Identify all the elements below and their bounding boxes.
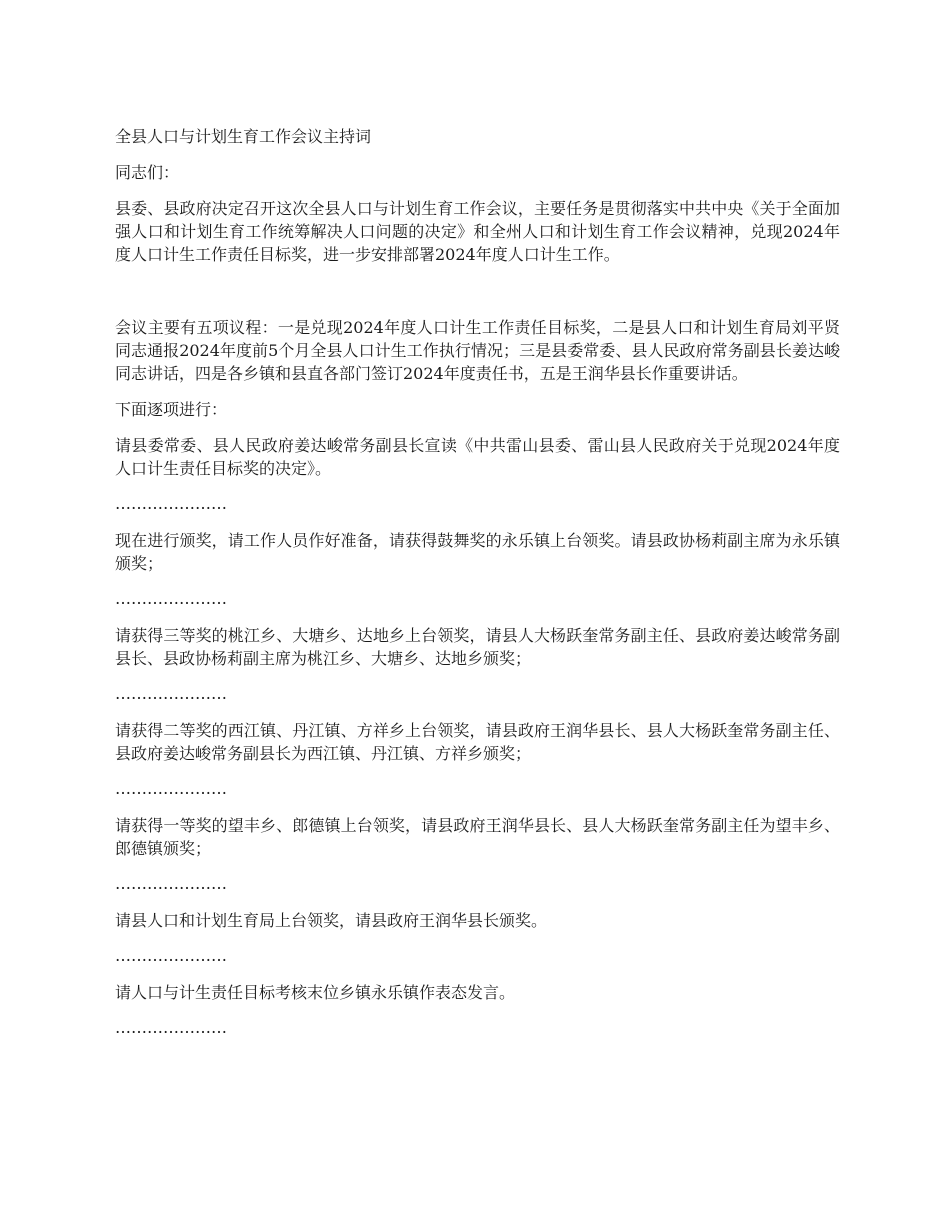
ellipsis-separator: ………………… [115, 494, 227, 513]
paragraph-first-prize: 请获得一等奖的望丰乡、郎德镇上台领奖，请县政府王润华县长、县人大杨跃奎常务副主任为望丰乡、郎德镇颁奖； [115, 816, 840, 858]
ellipsis-separator: ………………… [115, 589, 227, 608]
paragraph-encouragement-award: 现在进行颁奖，请工作人员作好准备，请获得鼓舞奖的永乐镇上台领奖。请县政协杨莉副主席为永乐镇颁奖； [115, 531, 840, 573]
paragraph-reading: 请县委常委、县人民政府姜达峻常务副县长宣读《中共雷山县委、雷山县人民政府关于兑现2024年度人口计生责任目标奖的决定》。 [115, 436, 840, 478]
ellipsis-separator: ………………… [115, 684, 227, 703]
paragraph-bureau-award: 请县人口和计划生育局上台领奖，请县政府王润华县长颁奖。 [115, 911, 548, 930]
paragraph-proceed: 下面逐项进行： [115, 400, 228, 419]
ellipsis-separator: ………………… [115, 874, 227, 893]
salutation: 同志们： [115, 163, 180, 182]
paragraph-agenda: 会议主要有五项议程：一是兑现2024年度人口计生工作责任目标奖，二是县人口和计划生育局刘平贤同志通报2024年度前5个月全县人口计生工作执行情况；三是县委常委、县人民政府常务副县长姜达峻同志讲话，四是各乡镇和县直各部门签订2024年度责任书，五是王润华县长作重要讲话。 [115, 318, 840, 383]
ellipsis-separator: ………………… [115, 1018, 227, 1037]
paragraph-statement: 请人口与计生责任目标考核末位乡镇永乐镇作表态发言。 [115, 983, 516, 1002]
paragraph-intro: 县委、县政府决定召开这次全县人口与计划生育工作会议，主要任务是贯彻落实中共中央《关于全面加强人口和计划生育工作统筹解决人口问题的决定》和全州人口和计划生育工作会议精神，兑现2024年度人口计生工作责任目标奖，进一步安排部署2024年度人口计生工作。 [115, 199, 840, 264]
ellipsis-separator: ………………… [115, 779, 227, 798]
document-title: 全县人口与计划生育工作会议主持词 [115, 127, 372, 146]
ellipsis-separator: ………………… [115, 946, 227, 965]
document-body [115, 126, 840, 1053]
paragraph-third-prize: 请获得三等奖的桃江乡、大塘乡、达地乡上台领奖，请县人大杨跃奎常务副主任、县政府姜达峻常务副县长、县政协杨莉副主席为桃江乡、大塘乡、达地乡颁奖； [115, 626, 840, 668]
paragraph-second-prize: 请获得二等奖的西江镇、丹江镇、方祥乡上台领奖，请县政府王润华县长、县人大杨跃奎常务副主任、县政府姜达峻常务副县长为西江镇、丹江镇、方祥乡颁奖； [115, 721, 840, 763]
